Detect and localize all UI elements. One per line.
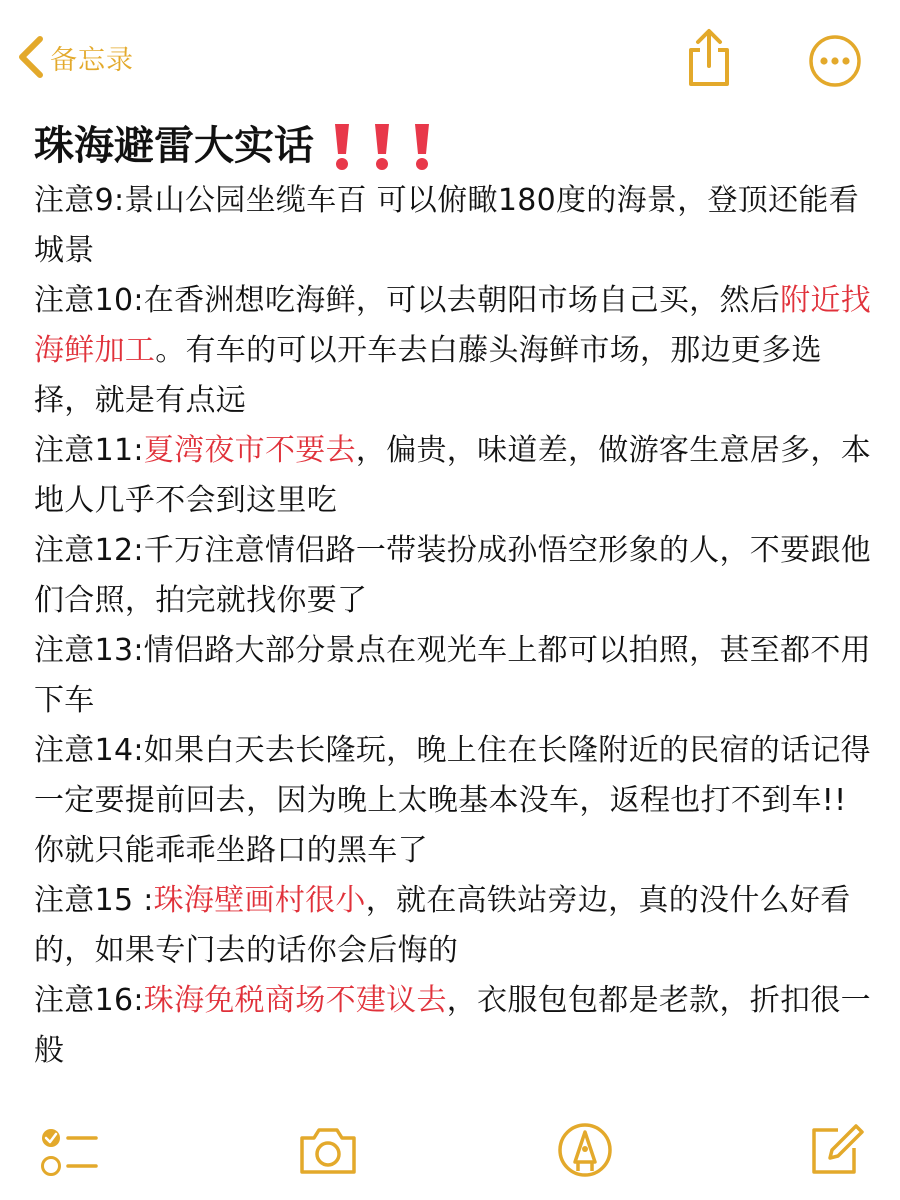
note-title-text: 珠海避雷大实话 — [34, 123, 314, 169]
note-body — [34, 176, 874, 1076]
compose-icon — [808, 1120, 864, 1178]
camera-button[interactable] — [296, 1124, 360, 1178]
note-item-11 — [34, 426, 874, 526]
navigation-bar — [0, 0, 900, 110]
back-label: 备忘录 — [50, 44, 134, 76]
note-item-15 — [34, 876, 874, 976]
bottom-toolbar — [0, 1110, 900, 1200]
exclamation-icon — [402, 120, 442, 172]
note-item-text: 注意15 : — [34, 883, 154, 918]
camera-icon — [296, 1124, 360, 1178]
note-item-text: 注意12:千万注意情侣路一带装扮成孙悟空形象的人，不要跟他们合照，拍完就找你要了 — [34, 533, 871, 618]
note-item-text: 。有车的可以开车去白藤头海鲜市场，那边更多选择，就是有点远 — [34, 333, 822, 418]
note-title — [34, 116, 874, 176]
note-item-text: 注意13:情侣路大部分景点在观光车上都可以拍照，甚至都不用下车 — [34, 633, 871, 718]
highlighted-text: 珠海免税商场不建议去 — [143, 983, 447, 1018]
note-item-text: ，就在高铁站旁边，真的没什么好看的，如果专门去的话你会后悔的 — [34, 883, 851, 968]
note-item-text: 注意16: — [34, 983, 144, 1018]
more-icon — [808, 34, 862, 88]
note-content[interactable] — [34, 116, 874, 1076]
note-item-text: ，衣服包包都是老款，折扣很一般 — [34, 983, 871, 1068]
note-item-text: 注意9:景山公园坐缆车百 可以俯瞰180度的海景，登顶还能看城景 — [34, 183, 859, 268]
share-icon — [683, 28, 735, 88]
compose-button[interactable] — [808, 1120, 864, 1178]
highlighted-text: 珠海壁画村很小 — [153, 883, 366, 918]
highlighted-text: 附近找海鲜加工 — [34, 283, 871, 368]
note-item-10 — [34, 276, 874, 426]
note-item-9 — [34, 176, 874, 276]
note-item-text: 注意14:如果白天去长隆玩，晚上住在长隆附近的民宿的话记得一定要提前回去，因为晚上太晚基本没车，返程也打不到车!!你就只能乖乖坐路口的黑车了 — [34, 733, 871, 868]
note-item-text: 注意10:在香洲想吃海鲜，可以去朝阳市场自己买，然后 — [34, 283, 781, 318]
exclamation-icon — [362, 120, 402, 172]
chevron-left-icon — [14, 33, 48, 81]
checklist-icon — [40, 1126, 98, 1178]
note-item-16 — [34, 976, 874, 1076]
note-item-13 — [34, 626, 874, 726]
note-item-text: 注意11: — [34, 433, 144, 468]
exclamation-icon — [322, 120, 362, 172]
share-button[interactable] — [683, 28, 735, 88]
note-item-14 — [34, 726, 874, 876]
checklist-button[interactable] — [40, 1126, 98, 1178]
title-exclamation-marks — [322, 120, 442, 172]
note-item-12 — [34, 526, 874, 626]
back-button[interactable] — [14, 32, 134, 82]
note-item-text: ，偏贵，味道差，做游客生意居多，本地人几乎不会到这里吃 — [34, 433, 871, 518]
markup-pen-icon — [557, 1122, 613, 1178]
highlighted-text: 夏湾夜市不要去 — [143, 433, 356, 468]
markup-button[interactable] — [557, 1122, 613, 1178]
more-button[interactable] — [808, 34, 862, 88]
